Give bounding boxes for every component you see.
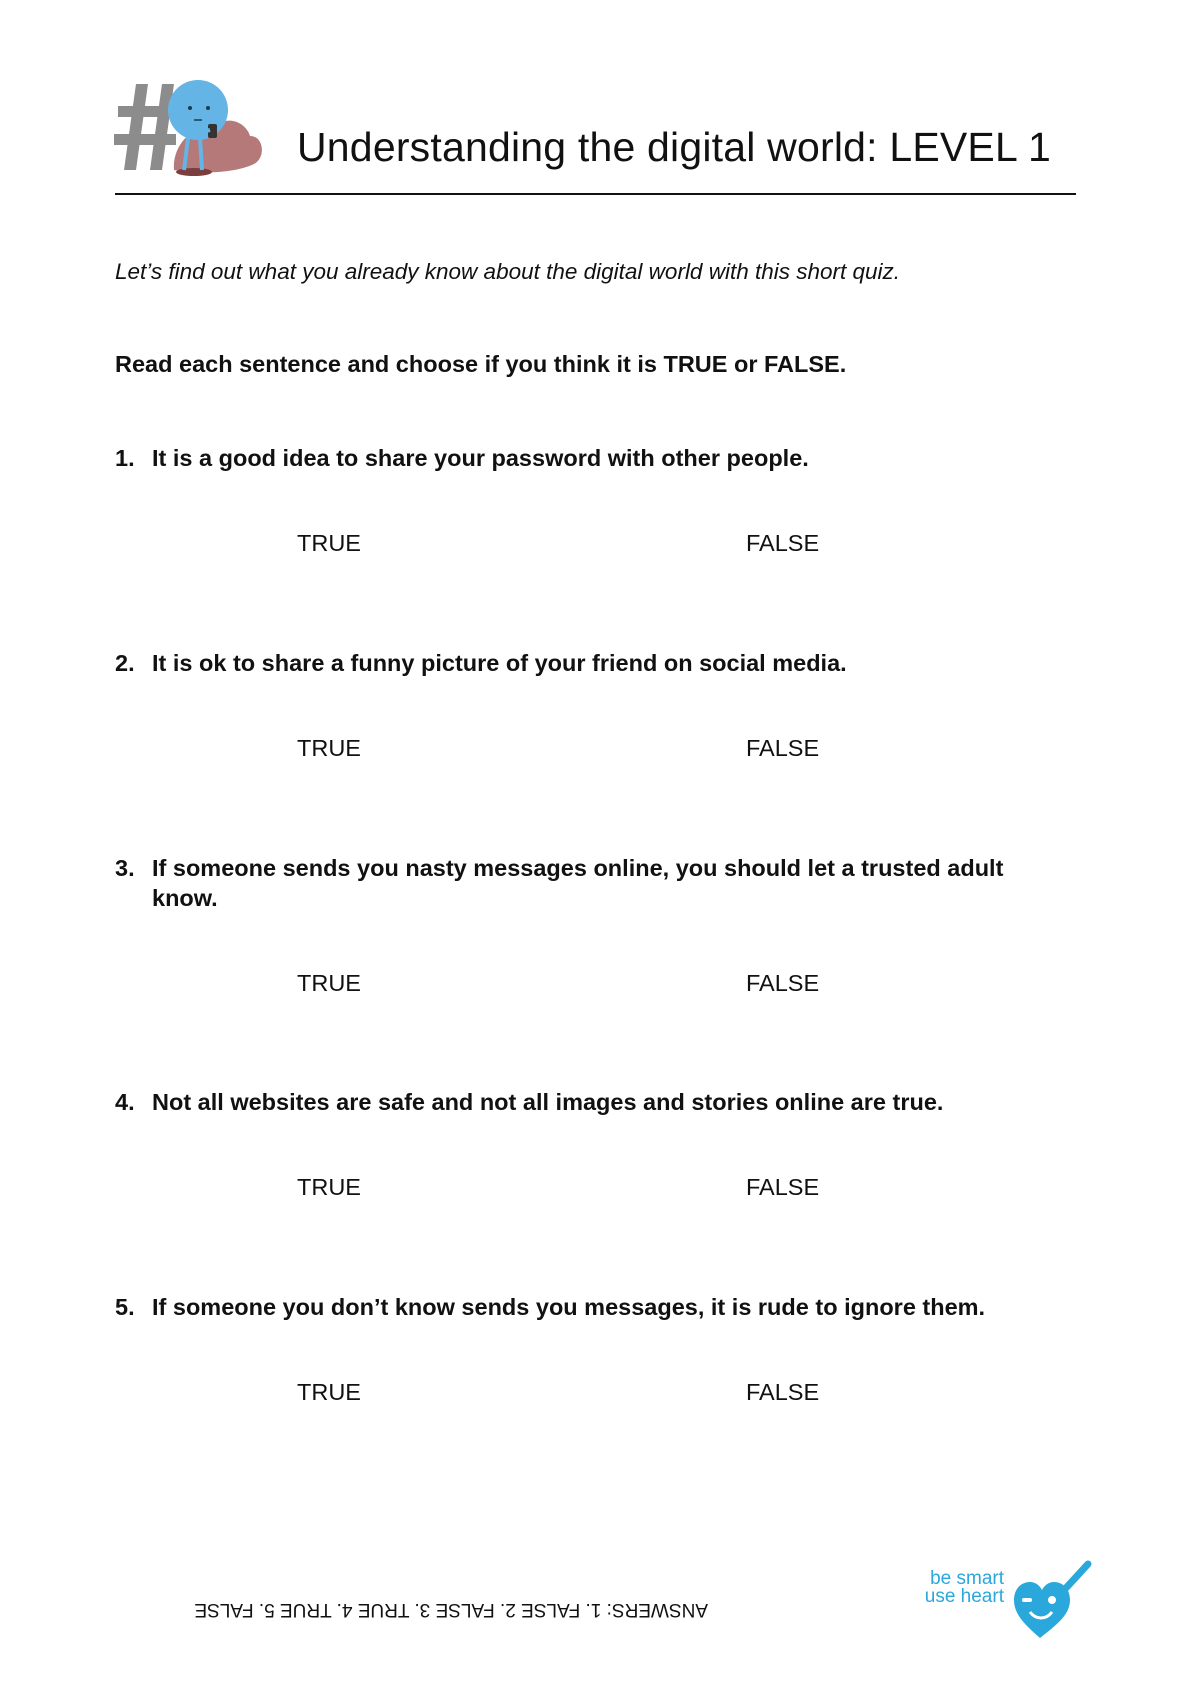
question-number: 1. — [115, 445, 135, 471]
option-false-q3[interactable]: FALSE — [746, 970, 820, 996]
brand-tagline — [918, 1570, 1004, 1606]
hashtag-mascot-icon — [114, 74, 274, 186]
intro-text: Let’s find out what you already know about the digital world with this short quiz. — [115, 259, 901, 284]
heart-logo-icon — [1010, 1558, 1096, 1640]
option-true-q2[interactable]: TRUE — [297, 735, 361, 761]
question-text: If someone sends you nasty messages online, you should let a trusted adult know. — [152, 855, 1004, 911]
question-number: 4. — [115, 1089, 135, 1115]
question-text: It is a good idea to share your password with other people. — [152, 445, 809, 471]
brand-line-2: use heart — [924, 1586, 1004, 1607]
question-text: Not all websites are safe and not all images and stories online are true. — [152, 1089, 944, 1115]
option-false-q4[interactable]: FALSE — [746, 1174, 820, 1200]
question-2 — [115, 648, 1075, 678]
option-false-q5[interactable]: FALSE — [746, 1379, 820, 1405]
question-text: If someone you don’t know sends you messages, it is rude to ignore them. — [152, 1294, 986, 1320]
instructions-text: Read each sentence and choose if you think it is TRUE or FALSE. — [115, 351, 847, 377]
option-true-q5[interactable]: TRUE — [297, 1379, 361, 1405]
brand-logo — [918, 1558, 1098, 1640]
question-text: It is ok to share a funny picture of your friend on social media. — [152, 650, 847, 676]
brand-line-1: be smart — [930, 1568, 1004, 1589]
question-5 — [115, 1292, 1075, 1322]
answers-upside-down: ANSWERS: 1. FALSE 2. FALSE 3. TRUE 4. TRUE 5. FALSE — [194, 1599, 708, 1620]
option-true-q3[interactable]: TRUE — [297, 970, 361, 996]
question-4 — [115, 1087, 1075, 1117]
question-1 — [115, 443, 1075, 473]
page-title: Understanding the digital world: LEVEL 1 — [297, 124, 1052, 170]
question-number: 5. — [115, 1294, 135, 1320]
title-divider — [115, 193, 1076, 195]
question-number: 2. — [115, 650, 135, 676]
option-true-q4[interactable]: TRUE — [297, 1174, 361, 1200]
option-true-q1[interactable]: TRUE — [297, 530, 361, 556]
option-false-q1[interactable]: FALSE — [746, 530, 820, 556]
question-3 — [115, 853, 1075, 913]
question-number: 3. — [115, 855, 135, 881]
option-false-q2[interactable]: FALSE — [746, 735, 820, 761]
